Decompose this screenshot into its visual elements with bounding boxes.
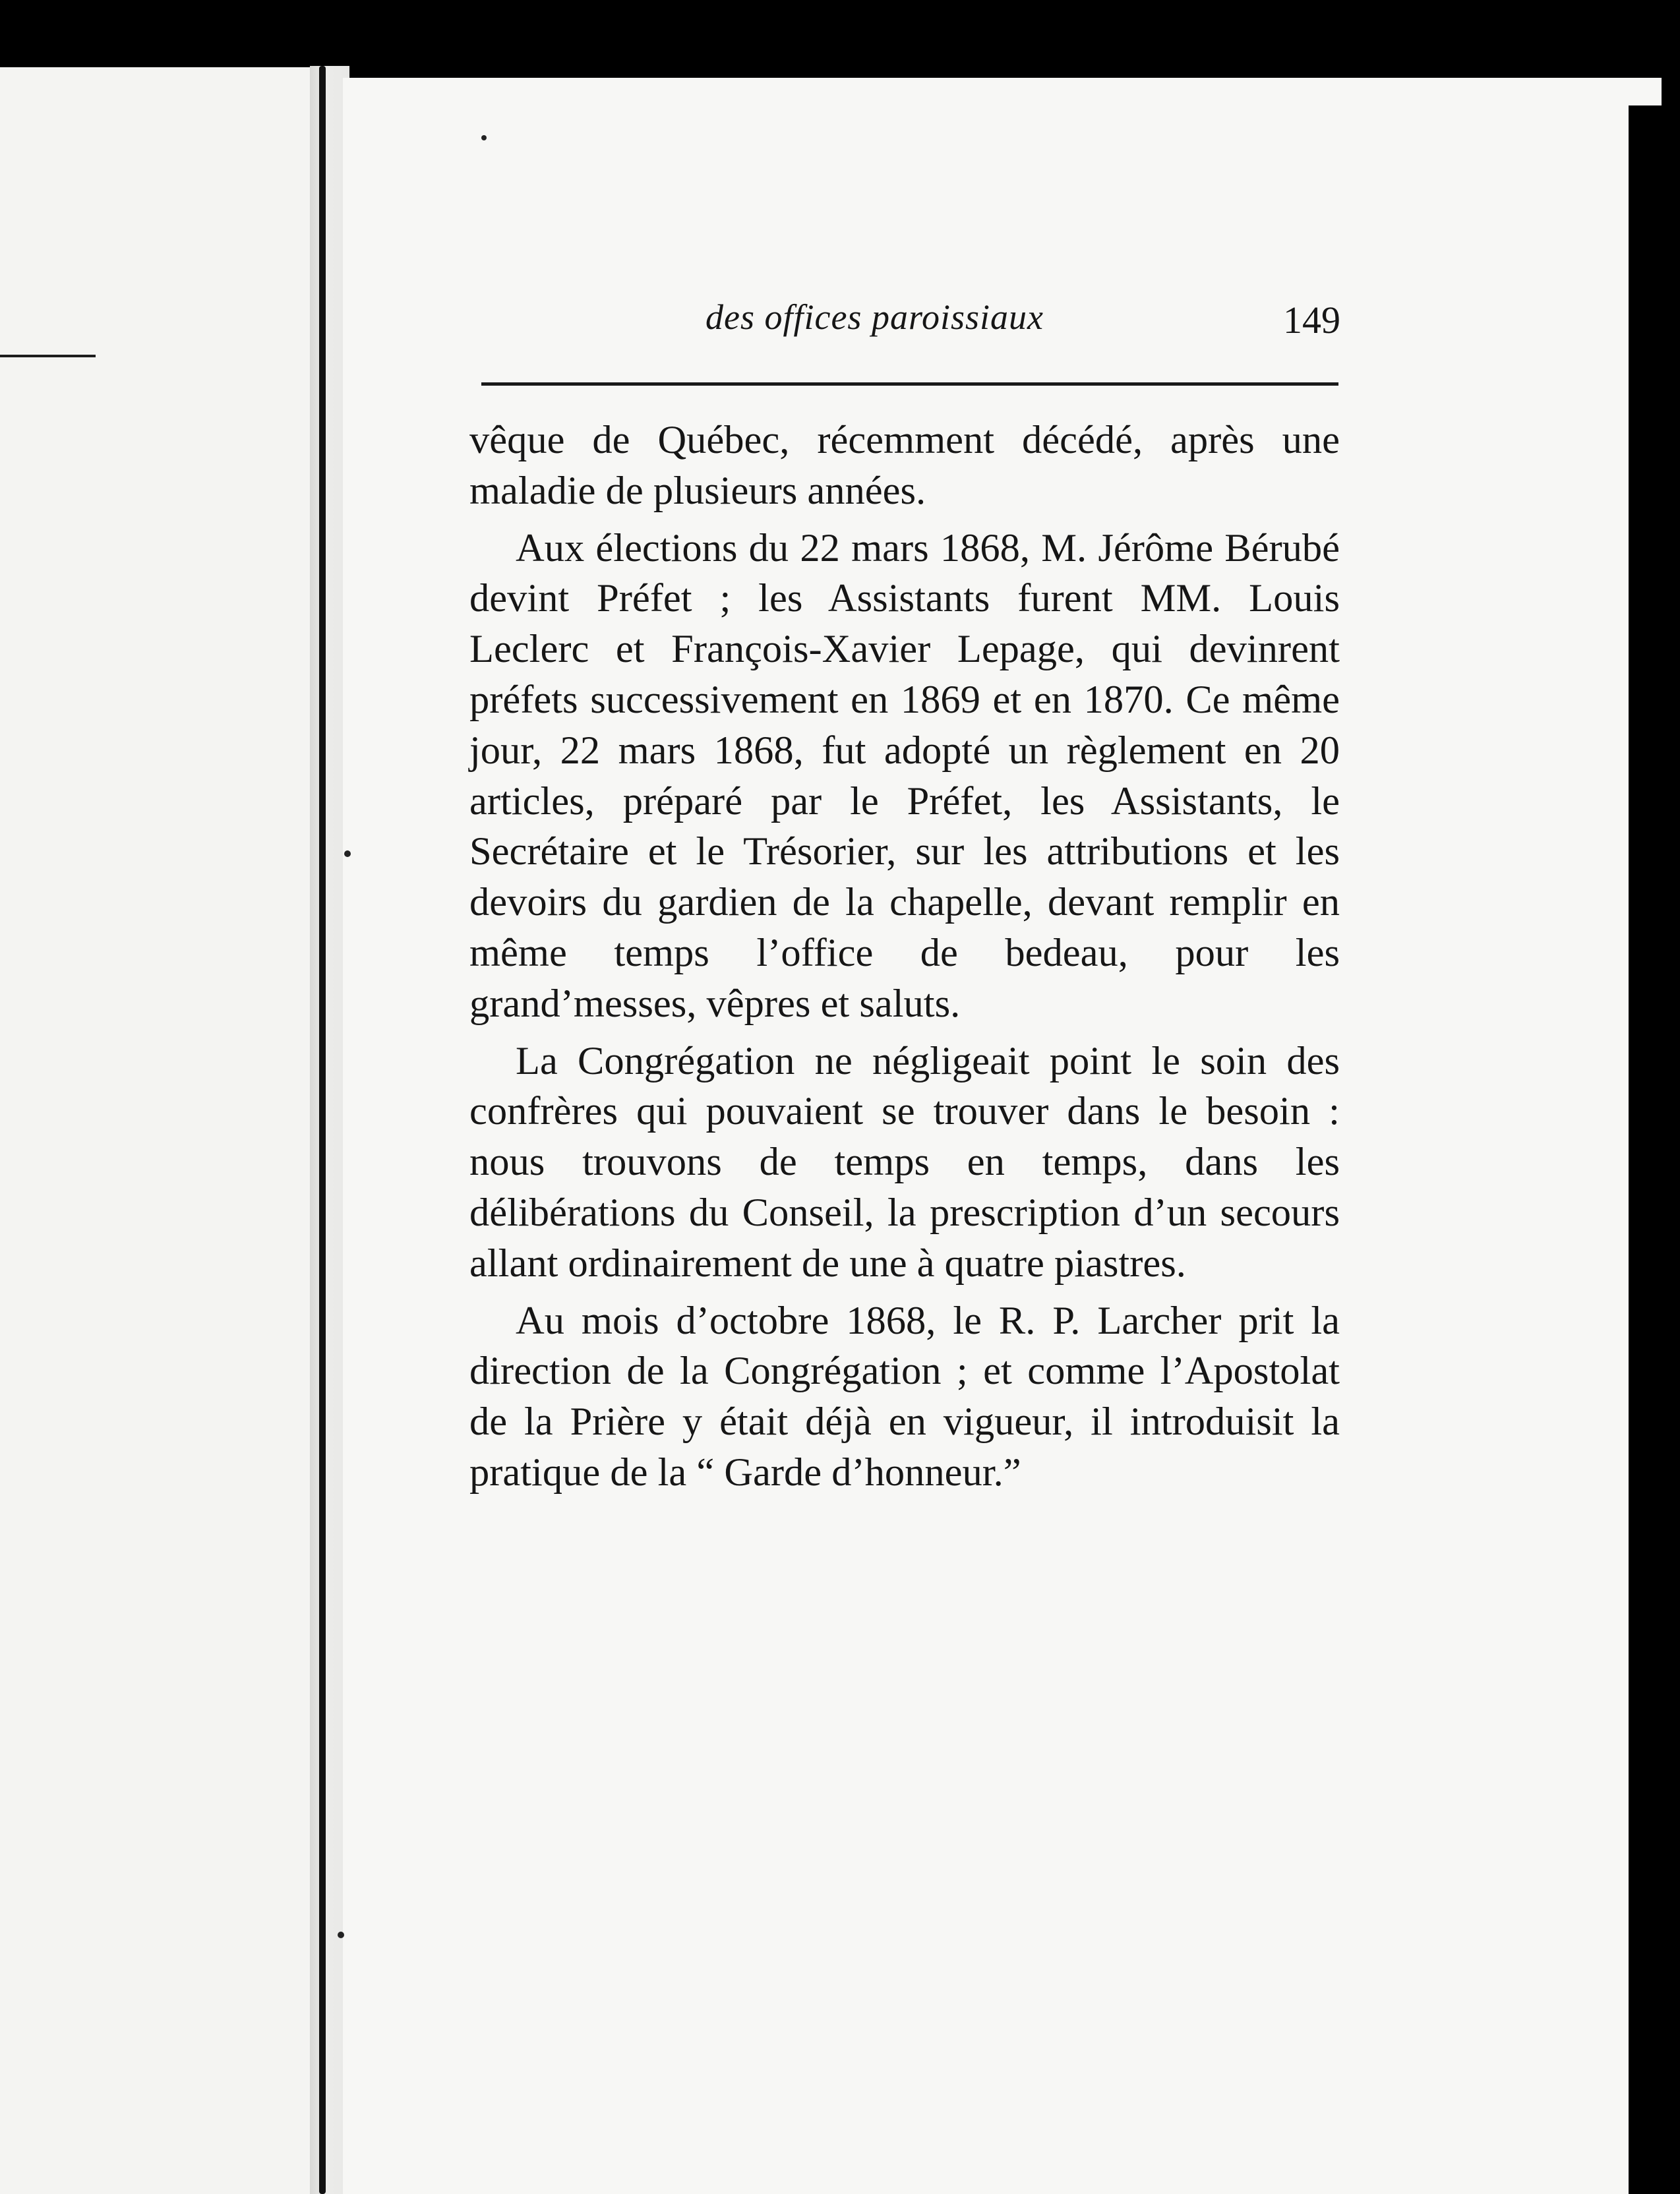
left-facing-page (0, 67, 330, 2194)
paragraph: La Congrégation ne négligeait point le soin des confrères qui pouvaient se trouver dans le besoin : nous trouvons de temps en temps, dans les délibérations du Conseil, la prescription d’un secours allant ordinairement de une à quatre piastres. (469, 1038, 1340, 1286)
scan-background-edge (1629, 105, 1680, 2194)
paragraph: Aux élections du 22 mars 1868, M. Jérôme Bérubé devint Préfet ; les Assistants furent MM. Louis Leclerc et François-Xavier Lepage, qui devinrent préfets successivement en 1869 et en 1870. Ce même jour, 22 mars 1868, fut adopté un règlement en 20 articles, préparé par le Préfet, les Assistants, le Secrétaire et le Trésorier, sur les attributions et les devoirs du gardien de la chapelle, devant remplir en même temps l’office de bedeau, pour les grand’messes, vêpres et saluts. (469, 525, 1340, 1026)
page-number: 149 (1283, 299, 1340, 341)
scan-speck (338, 1932, 344, 1938)
paragraph: Au mois d’octobre 1868, le R. P. Larcher prit la direction de la Congrégation ; et comme l’Apostolat de la Prière y était déjà en vigueur, il introduisit la pratique de la “ Garde d’honneur.” (469, 1298, 1340, 1495)
binding-shadow-line (319, 66, 326, 2194)
scan-speck (481, 135, 487, 140)
body-text (469, 415, 1340, 1498)
header-rule (481, 382, 1338, 386)
paragraph: vêque de Québec, récemment décédé, après une maladie de plusieurs années. (469, 418, 1340, 513)
scan-speck (344, 850, 351, 857)
left-page-rule (0, 355, 96, 357)
running-head: des offices paroissiaux (705, 297, 1044, 337)
